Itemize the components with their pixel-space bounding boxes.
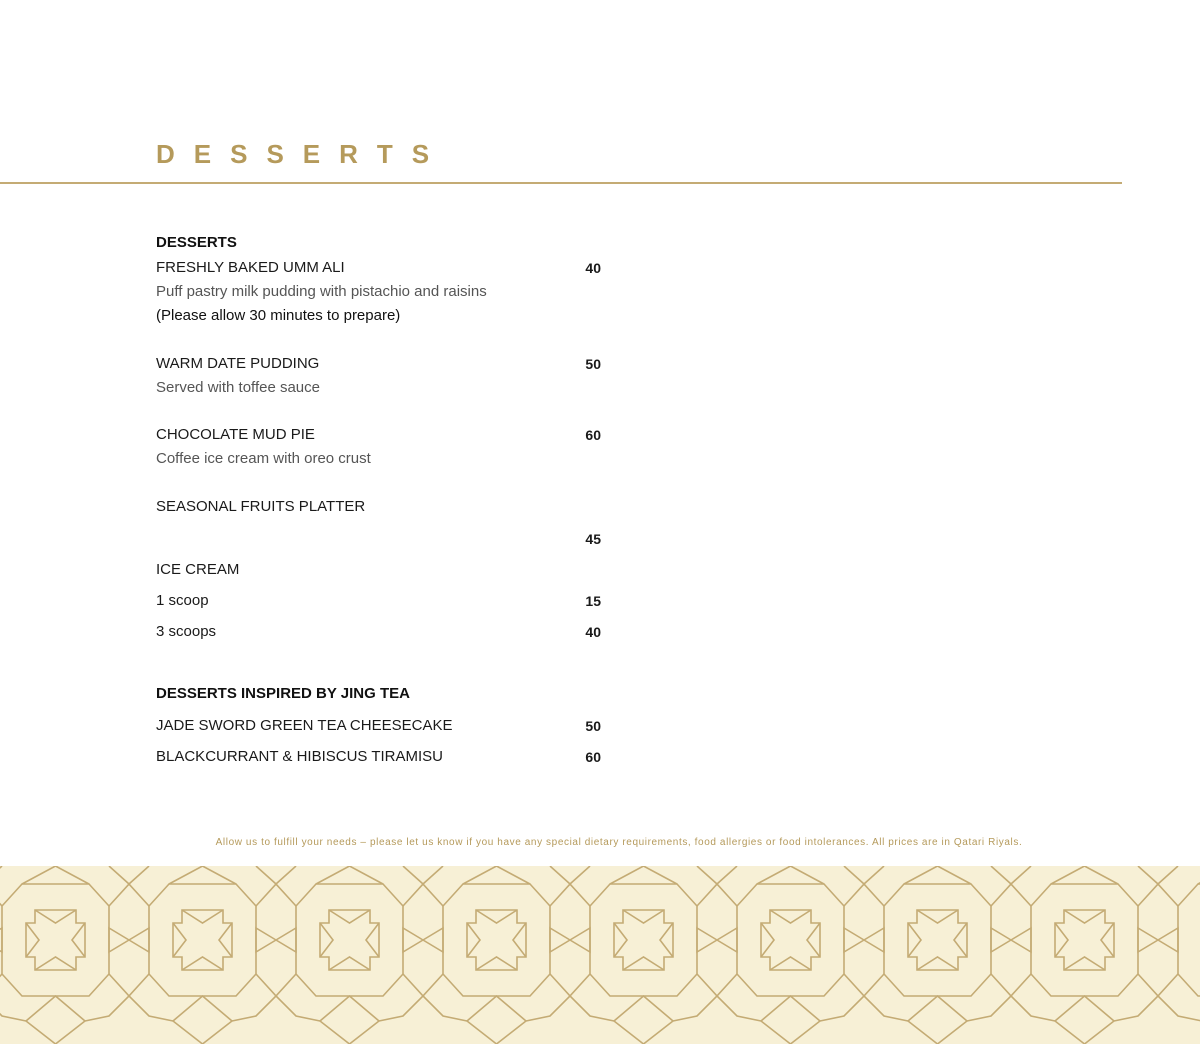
- menu-option-price: 15: [585, 593, 601, 609]
- menu-option-1-scoop: [156, 590, 601, 612]
- menu-item-ice-cream: [156, 559, 601, 581]
- menu-item-green-tea-cheesecake: [156, 715, 601, 737]
- menu-item-note: (Please allow 30 minutes to prepare): [156, 307, 401, 324]
- menu-option-price: 40: [585, 624, 601, 640]
- menu-item-description: Puff pastry milk pudding with pistachio and raisins: [156, 283, 487, 300]
- menu-item-price: 60: [585, 427, 601, 443]
- menu-item-name: JADE SWORD GREEN TEA CHEESECAKE: [156, 717, 453, 734]
- menu-item-name: FRESHLY BAKED UMM ALI: [156, 259, 345, 276]
- menu-item-price: 40: [585, 260, 601, 276]
- menu-item-price: 50: [585, 356, 601, 372]
- menu-item-date-pudding: [156, 353, 601, 375]
- decorative-pattern-band: [0, 866, 1200, 1044]
- menu-item-mud-pie: [156, 424, 601, 446]
- menu-item-price: 60: [585, 749, 601, 765]
- pattern-fill: [0, 866, 1200, 1044]
- menu-item-umm-ali: [156, 257, 601, 279]
- menu-item-price: 45: [585, 531, 601, 547]
- menu-item-tiramisu: [156, 746, 601, 768]
- menu-item-fruits-platter: [156, 496, 601, 518]
- page-title: DESSERTS: [156, 139, 449, 169]
- menu-option-name: 3 scoops: [156, 623, 217, 640]
- menu-item-name: SEASONAL FRUITS PLATTER: [156, 498, 366, 515]
- title-divider: [0, 182, 1122, 184]
- menu-item-name: CHOCOLATE MUD PIE: [156, 426, 315, 443]
- menu-item-description: Served with toffee sauce: [156, 379, 320, 396]
- section-heading-desserts: DESSERTS: [156, 234, 237, 251]
- footer-note: Allow us to fulfill your needs – please let us know if you have any special dietary requirements, food allergies or food intolerances. All prices are in Qatari Riyals.: [215, 837, 1023, 848]
- menu-item-name: BLACKCURRANT & HIBISCUS TIRAMISU: [156, 748, 443, 765]
- menu-item-description: Coffee ice cream with oreo crust: [156, 450, 371, 467]
- menu-item-name: WARM DATE PUDDING: [156, 355, 320, 372]
- menu-option-3-scoops: [156, 621, 601, 643]
- menu-item-name: ICE CREAM: [156, 561, 240, 578]
- menu-option-name: 1 scoop: [156, 592, 209, 609]
- geometric-pattern-icon: [0, 866, 1200, 1044]
- menu-item-price: 50: [585, 718, 601, 734]
- section-heading-jing-tea: DESSERTS INSPIRED BY JING TEA: [156, 685, 410, 702]
